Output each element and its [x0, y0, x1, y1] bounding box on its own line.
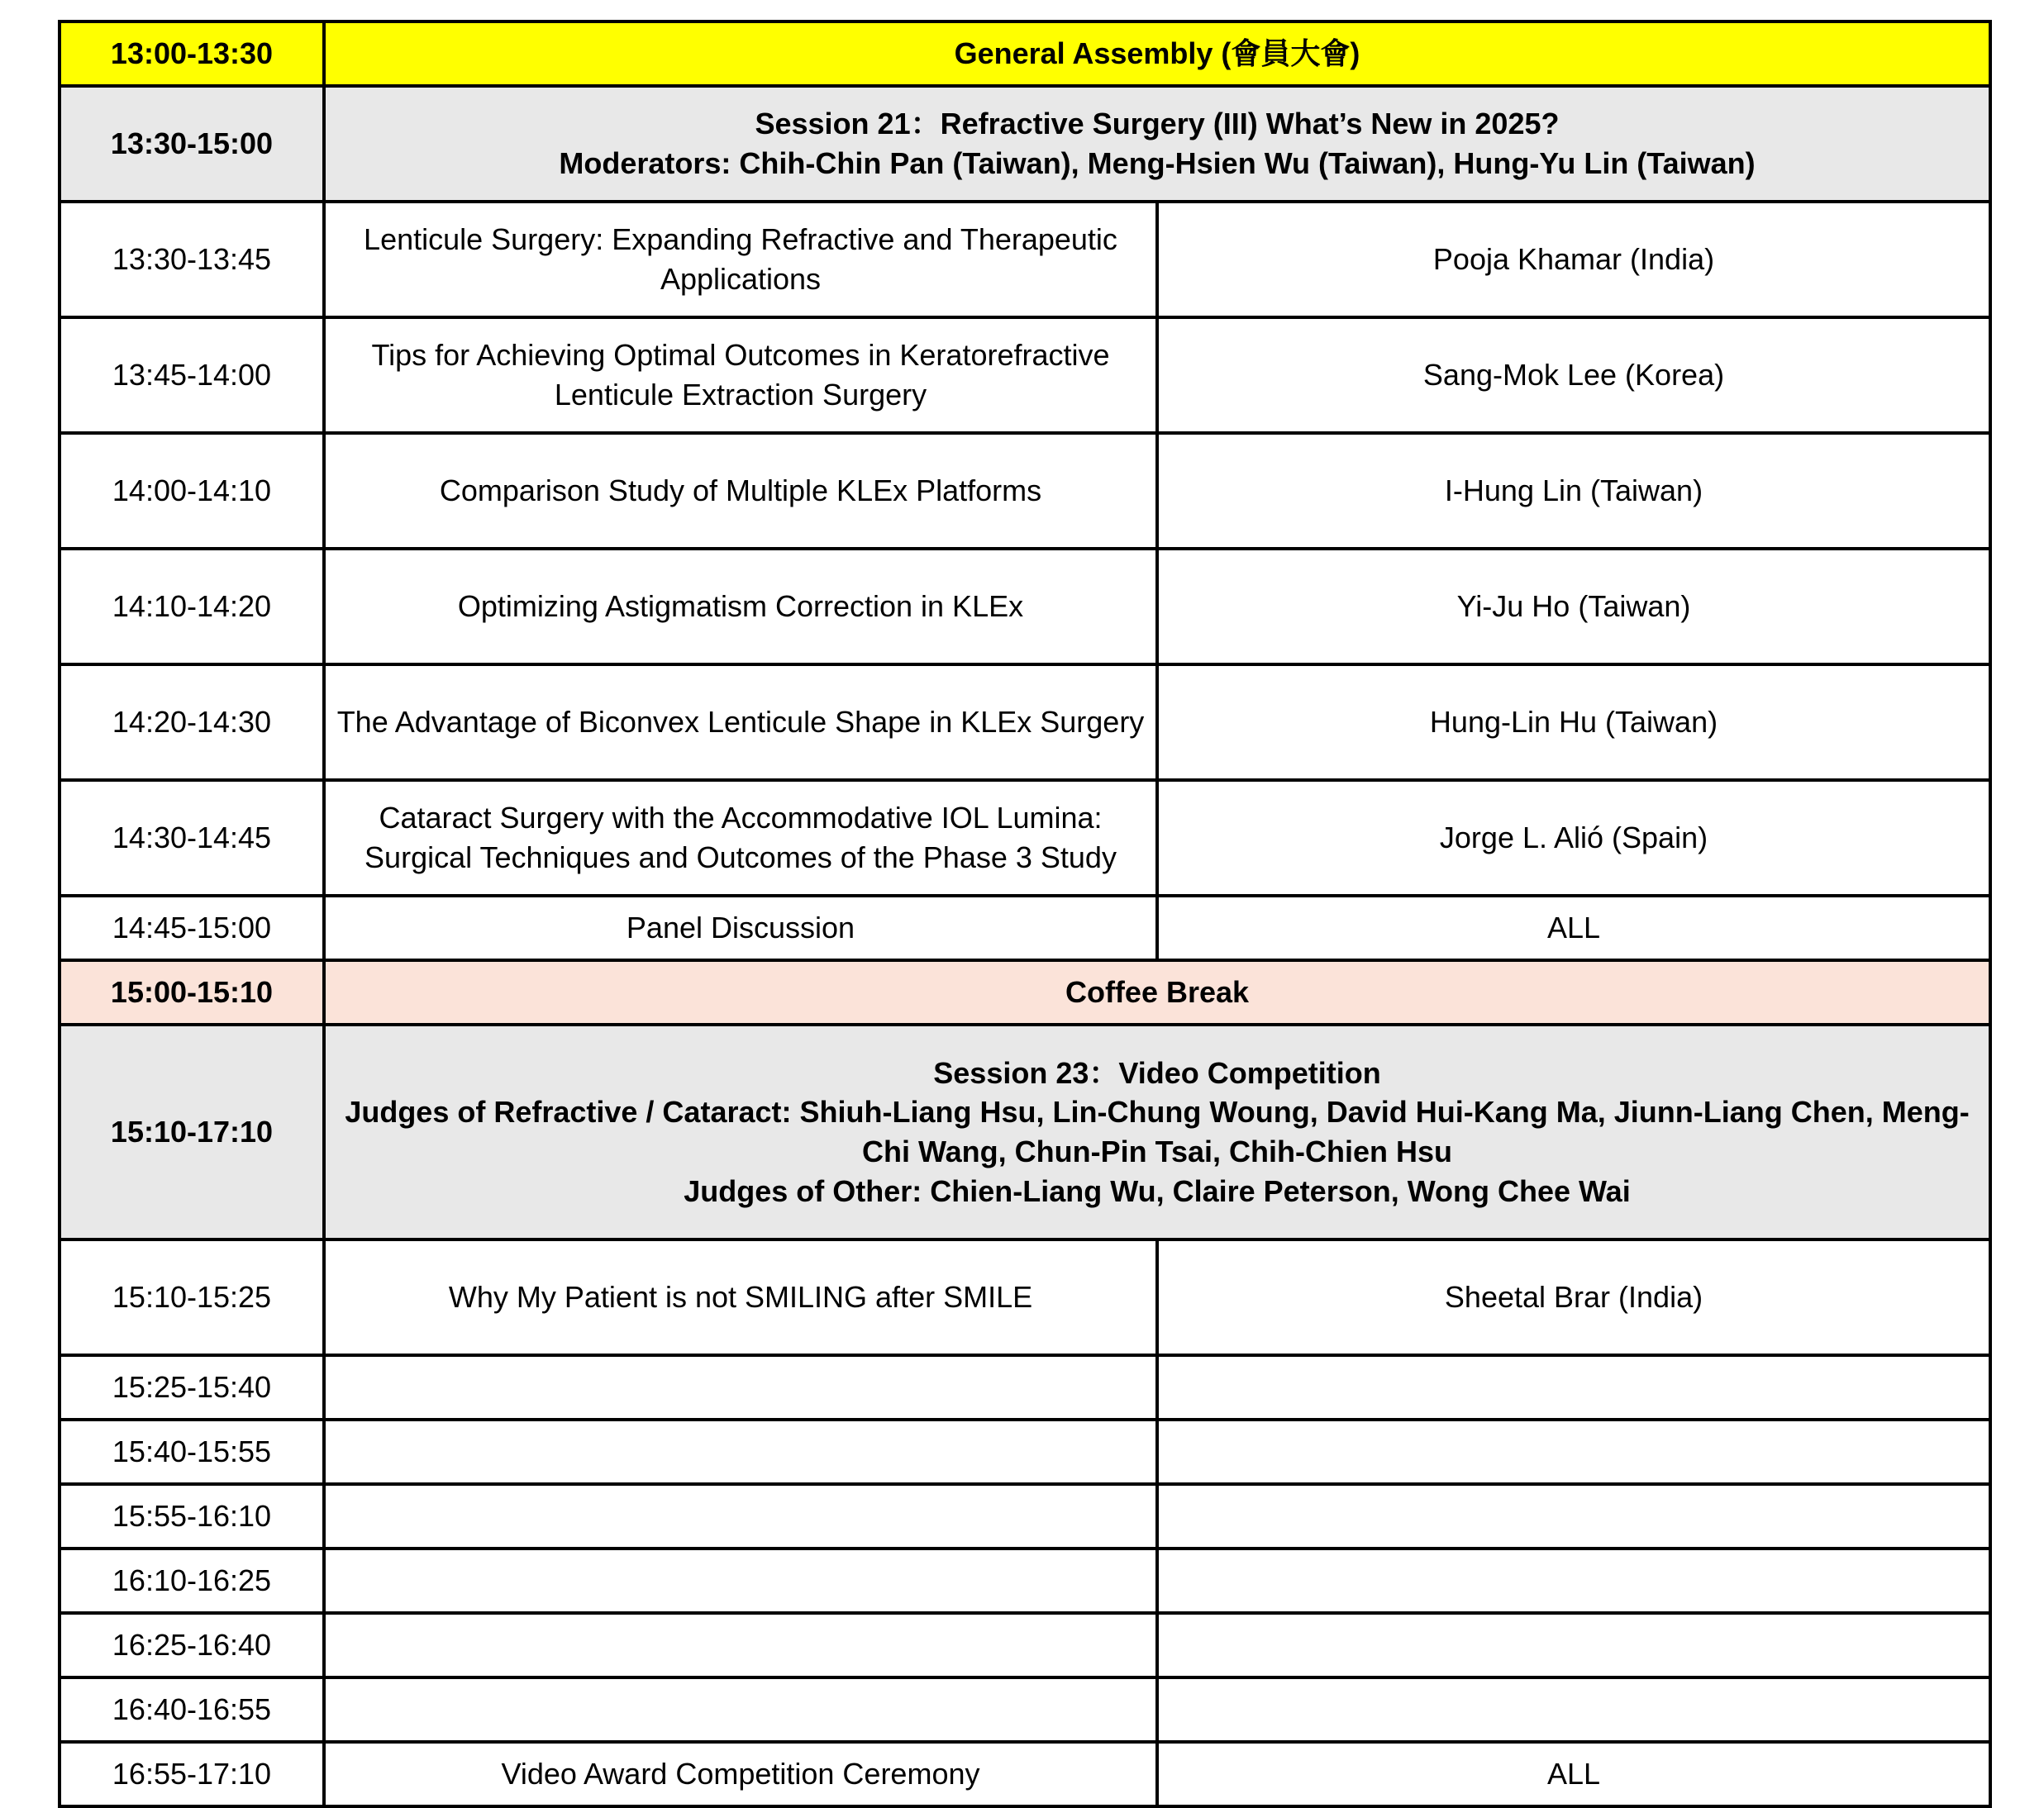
- time-cell: 16:40-16:55: [60, 1677, 324, 1742]
- table-row: [60, 664, 1990, 780]
- time-cell: 13:00-13:30: [60, 21, 324, 86]
- topic-cell: Comparison Study of Multiple KLEx Platforms: [324, 433, 1157, 549]
- speaker-cell: ALL: [1157, 1742, 1990, 1806]
- time-cell: 15:40-15:55: [60, 1420, 324, 1484]
- topic-cell: Why My Patient is not SMILING after SMILE: [324, 1239, 1157, 1355]
- topic-cell: Optimizing Astigmatism Correction in KLEx: [324, 549, 1157, 664]
- speaker-cell: [1157, 1355, 1990, 1420]
- time-cell: 16:10-16:25: [60, 1549, 324, 1613]
- session-moderators: Moderators: Chih-Chin Pan (Taiwan), Meng-Hsien Wu (Taiwan), Hung-Yu Lin (Taiwan): [559, 146, 1756, 180]
- time-cell: 15:25-15:40: [60, 1355, 324, 1420]
- table-row: [60, 1677, 1990, 1742]
- topic-cell: Panel Discussion: [324, 896, 1157, 960]
- time-cell: 13:45-14:00: [60, 317, 324, 433]
- speaker-cell: Hung-Lin Hu (Taiwan): [1157, 664, 1990, 780]
- session-title: Session 23：Video Competition: [933, 1055, 1381, 1090]
- session-title: Coffee Break: [1065, 975, 1250, 1010]
- table-row: [60, 1239, 1990, 1355]
- speaker-cell: I-Hung Lin (Taiwan): [1157, 433, 1990, 549]
- time-cell: 16:25-16:40: [60, 1613, 324, 1677]
- time-cell: 15:10-15:25: [60, 1239, 324, 1355]
- table-row: [60, 317, 1990, 433]
- table-row: [60, 1355, 1990, 1420]
- topic-cell: Lenticule Surgery: Expanding Refractive and Therapeutic Applications: [324, 202, 1157, 317]
- speaker-cell: [1157, 1549, 1990, 1613]
- topic-cell: [324, 1677, 1157, 1742]
- table-row: [60, 780, 1990, 896]
- topic-cell: The Advantage of Biconvex Lenticule Shape in KLEx Surgery: [324, 664, 1157, 780]
- topic-cell: [324, 1549, 1157, 1613]
- topic-cell: Tips for Achieving Optimal Outcomes in Keratorefractive Lenticule Extraction Surgery: [324, 317, 1157, 433]
- speaker-cell: Sang-Mok Lee (Korea): [1157, 317, 1990, 433]
- speaker-cell: ALL: [1157, 896, 1990, 960]
- time-cell: 14:10-14:20: [60, 549, 324, 664]
- speaker-cell: [1157, 1420, 1990, 1484]
- speaker-cell: Sheetal Brar (India): [1157, 1239, 1990, 1355]
- table-row: [60, 896, 1990, 960]
- speaker-cell: Pooja Khamar (India): [1157, 202, 1990, 317]
- session-title-cell: [324, 86, 1990, 202]
- time-cell: 13:30-13:45: [60, 202, 324, 317]
- speaker-cell: [1157, 1484, 1990, 1549]
- session-judges-other: Judges of Other: Chien-Liang Wu, Claire Peterson, Wong Chee Wai: [684, 1173, 1631, 1208]
- table-row: [60, 1549, 1990, 1613]
- schedule-table: [58, 20, 1992, 1808]
- topic-cell: [324, 1484, 1157, 1549]
- table-row: [60, 549, 1990, 664]
- topic-cell: Video Award Competition Ceremony: [324, 1742, 1157, 1806]
- time-cell: 13:30-15:00: [60, 86, 324, 202]
- topic-cell: [324, 1355, 1157, 1420]
- session-judges-refractive: Judges of Refractive / Cataract: Shiuh-Liang Hsu, Lin-Chung Woung, David Hui-Kang Ma, Jiunn-Liang Chen, Meng-Chi Wang, Chun-Pin Tsai, Chih-Chien Hsu: [345, 1095, 1970, 1168]
- table-row: [60, 1742, 1990, 1806]
- table-row: [60, 1420, 1990, 1484]
- speaker-cell: Jorge L. Alió (Spain): [1157, 780, 1990, 896]
- session-title: General Assembly (會員大會): [954, 36, 1360, 71]
- speaker-cell: [1157, 1677, 1990, 1742]
- session-title-cell: [324, 960, 1990, 1025]
- session-title-cell: [324, 1025, 1990, 1239]
- table-row: [60, 1484, 1990, 1549]
- time-cell: 15:55-16:10: [60, 1484, 324, 1549]
- session-title-cell: [324, 21, 1990, 86]
- time-cell: 14:45-15:00: [60, 896, 324, 960]
- schedule-row-session-21: [60, 86, 1990, 202]
- time-cell: 16:55-17:10: [60, 1742, 324, 1806]
- time-cell: 14:20-14:30: [60, 664, 324, 780]
- session-title: Session 21：Refractive Surgery (III) What’s New in 2025?: [755, 107, 1560, 141]
- topic-cell: [324, 1420, 1157, 1484]
- time-cell: 14:30-14:45: [60, 780, 324, 896]
- topic-cell: Cataract Surgery with the Accommodative IOL Lumina: Surgical Techniques and Outcomes of the Phase 3 Study: [324, 780, 1157, 896]
- schedule-row-coffee-break: [60, 960, 1990, 1025]
- speaker-cell: Yi-Ju Ho (Taiwan): [1157, 549, 1990, 664]
- topic-cell: [324, 1613, 1157, 1677]
- speaker-cell: [1157, 1613, 1990, 1677]
- table-row: [60, 202, 1990, 317]
- time-cell: 14:00-14:10: [60, 433, 324, 549]
- table-row: [60, 1613, 1990, 1677]
- table-row: [60, 433, 1990, 549]
- schedule-row-session-23: [60, 1025, 1990, 1239]
- time-cell: 15:10-17:10: [60, 1025, 324, 1239]
- time-cell: 15:00-15:10: [60, 960, 324, 1025]
- schedule-row-general-assembly: [60, 21, 1990, 86]
